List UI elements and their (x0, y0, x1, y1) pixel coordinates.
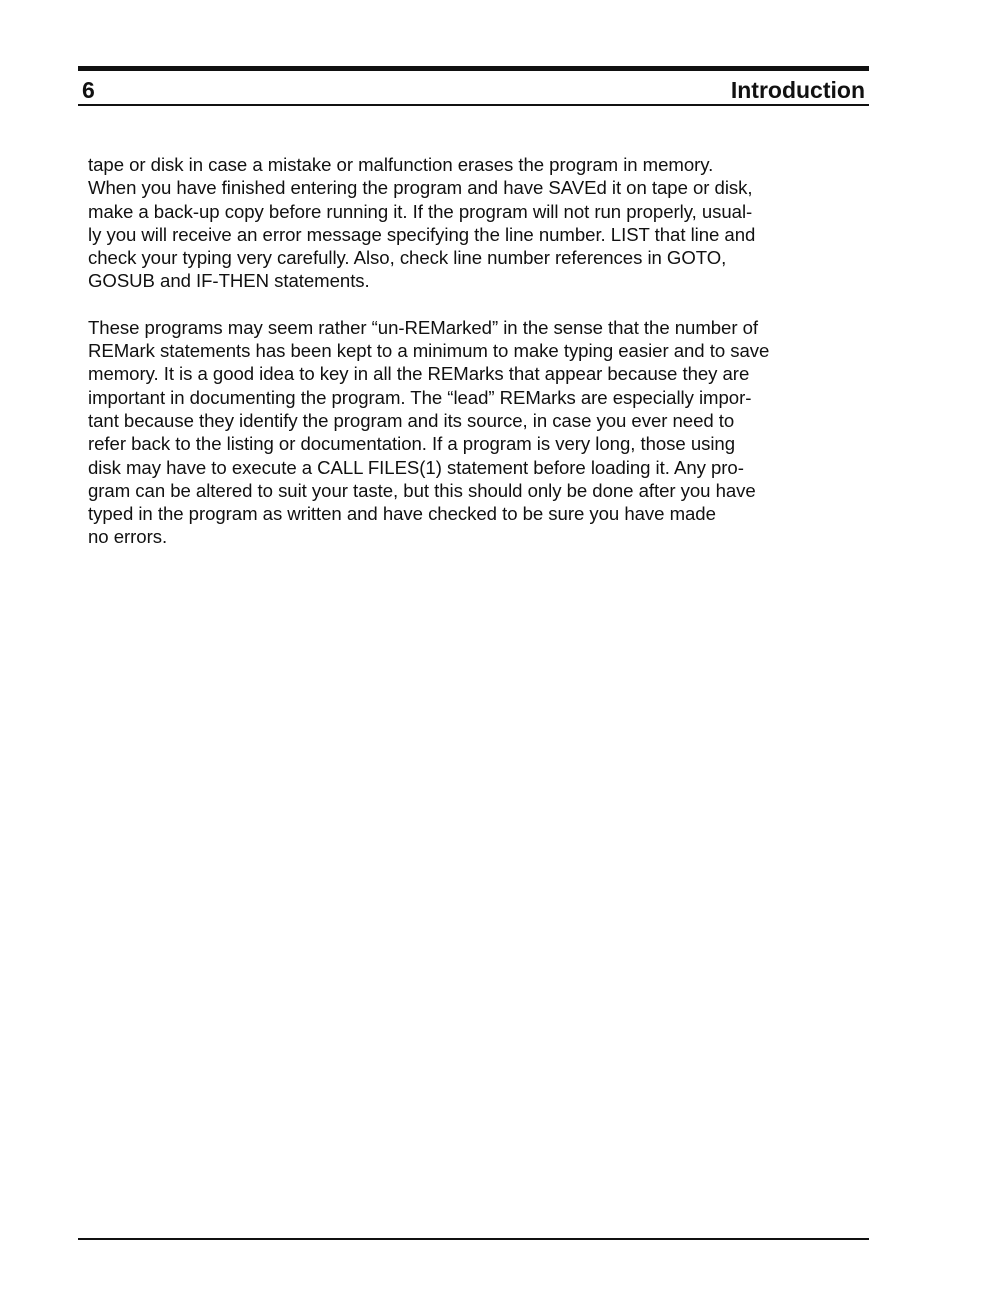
header-top-rule (78, 66, 869, 71)
header-underline (78, 104, 869, 106)
body-text (88, 153, 868, 572)
running-header (82, 76, 865, 104)
paragraph-2: These programs may seem rather “un-REMarked” in the sense that the number of REMark statements has been kept to a minimum to make typing easier and to save memory. It is a good idea to key in all the REMarks that appear because they are important in documenting the program. The “lead” REMarks are especially impor- tant because they identify the program and its source, in case you ever need to refer back to the listing or documentation. If a program is very long, those using disk may have to execute a CALL FILES(1) statement before loading it. Any pro- gram can be altered to suit your taste, but this should only be done after you have typed in the program as written and have checked to be sure you have made no errors. (88, 316, 770, 548)
page-number: 6 (82, 77, 95, 103)
footer-rule (78, 1238, 869, 1240)
paragraph-1: tape or disk in case a mistake or malfunction erases the program in memory. When you have finished entering the program and have SAVEd it on tape or disk, make a back-up copy before running it. If the program will not run properly, usual- ly you will receive an error message specifying the line number. LIST that line and check your typing very carefully. Also, check line number references in GOTO, GOSUB and IF-THEN statements. (88, 154, 756, 292)
section-title: Introduction (730, 77, 865, 103)
